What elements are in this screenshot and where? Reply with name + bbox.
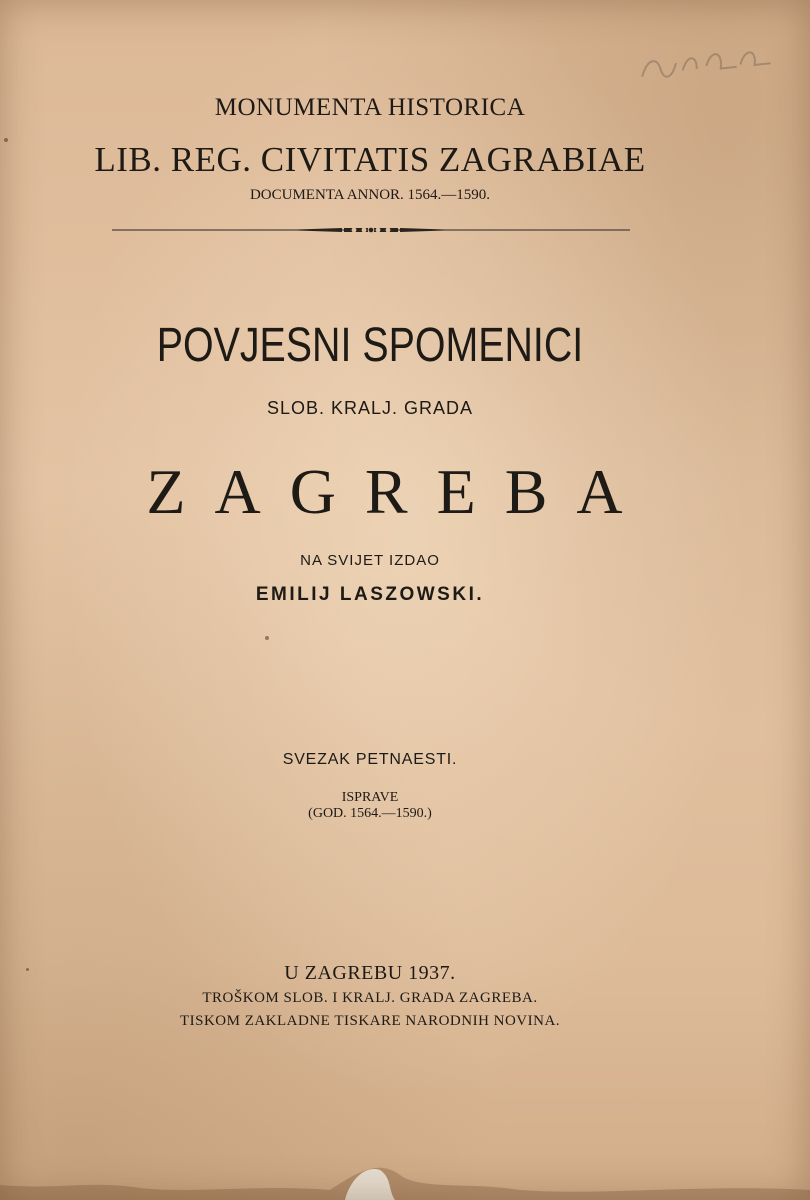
contents-label: ISPRAVE bbox=[341, 790, 399, 805]
ornamental-rule bbox=[112, 222, 630, 238]
editor-name: EMILIJ LASZOWSKI. bbox=[255, 584, 485, 605]
pencil-mark bbox=[634, 35, 777, 89]
ink-speck bbox=[265, 636, 269, 640]
ink-speck bbox=[4, 138, 8, 142]
volume-label: SVEZAK PETNAESTI. bbox=[282, 751, 458, 768]
ink-speck bbox=[26, 968, 29, 971]
editor-intro: NA SVIJET IZDAO bbox=[300, 552, 440, 569]
series-title: MONUMENTA HISTORICA bbox=[214, 94, 526, 121]
place-year: U ZAGREBU 1937. bbox=[284, 962, 456, 984]
series-years: DOCUMENTA ANNOR. 1564.—1590. bbox=[249, 187, 491, 203]
city-name: ZAGREBA bbox=[146, 456, 652, 527]
contents-years: (GOD. 1564.—1590.) bbox=[308, 806, 432, 821]
series-subtitle: LIB. REG. CIVITATIS ZAGRABIAE bbox=[94, 140, 646, 179]
worn-bottom-edge bbox=[0, 1140, 810, 1200]
publisher-line: TROŠKOM SLOB. I KRALJ. GRADA ZAGREBA. bbox=[202, 990, 538, 1006]
sub-title: SLOB. KRALJ. GRADA bbox=[266, 398, 474, 418]
printer-line: TISKOM ZAKLADNE TISKARE NARODNIH NOVINA. bbox=[179, 1013, 561, 1029]
main-title: POVJESNI SPOMENICI bbox=[156, 319, 584, 372]
